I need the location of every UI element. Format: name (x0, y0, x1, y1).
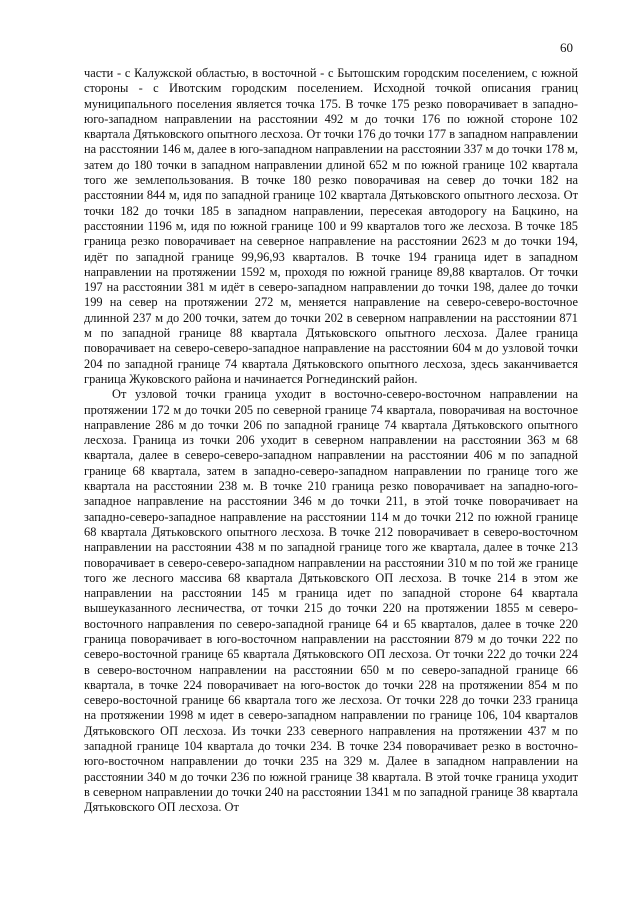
paragraph-2: От узловой точки граница уходит в восточно-северо-восточном направлении на протяжении 172 м до точки 205 по северной границе 74 квартала, поворачивая на восточное направление 286 м до точки 206 по западной границе 74 квартала Дятьковского опытного лесхоза. Граница из точки 206 уходит в северном направлении на расстоянии 363 м 68 квартала, далее в северо-северо-западном направлении на расстоянии 406 м по западной границе 68 квартала, затем в западно-северо-западном направлении по границе того же квартала на расстоянии 238 м. В точке 210 граница резко поворачивает на западно-юго-западное направление на расстоянии 346 м до точки 211, в этой точке поворачивает на западно-северо-западное направление на расстоянии 114 м до точки 212 по южной границе 68 квартала Дятьковского опытного лесхоза. В точке 212 поворачивает в северо-восточном направлении на расстоянии 438 м по западной границе того же квартала, далее в точке 213 поворачивает в северо-северо-западном направлении на расстоянии 310 м по той же границе того же лесного массива 68 квартала Дятьковского ОП лесхоза. В точке 214 в этом же направлении на расстоянии 145 м граница идет по западной стороне 64 квартала вышеуказанного лесничества, от точки 215 до точки 220 на протяжении 1855 м северо-восточного направления по северо-западной границе 64 и 65 кварталов, далее в точке 220 граница поворачивает в юго-восточном направлении на расстоянии 879 м до точки 222 по северо-восточной границе 65 квартала Дятьковского ОП лесхоза. От точки 222 до точки 224 в северо-восточном направлении на расстоянии 650 м по северо-западной границе 66 квартала, в точке 224 поворачивает на юго-восток до точки 228 на протяжении 854 м по северо-восточной границе 66 квартала того же лесхоза. От точки 228 до точки 233 граница на протяжении 1998 м идет в северо-западном направлении по границе 106, 104 кварталов Дятьковского ОП лесхоза. Из точки 233 северного направления на протяжении 437 м по западной границе 104 квартала до точки 234. В точке 234 поворачивает резко в восточно-юго-восточном направлении до точки 235 на 329 м. Далее в западном направлении на расстоянии 340 м до точки 236 по южной границе 38 квартала. В этой точке граница уходит в северном направлении до точки 240 на расстоянии 1341 м по западной границе 38 квартала Дятьковского ОП лесхоза. От (84, 387, 578, 815)
page-number: 60 (560, 40, 573, 55)
paragraph-1: части - с Калужской областью, в восточной - с Бытошским городским поселением, с южной стороны - с Ивотским городским поселением. Исходной точкой описания границ муниципального поселения является точка 175. В точке 175 резко поворачивает в западно-юго-западном направлении на расстоянии 492 м до точки 176 по южной стороне 102 квартала Дятьковского опытного лесхоза. От точки 176 до точки 177 в западном направлении на расстоянии 146 м, далее в юго-западном направлении на расстоянии 337 м до точки 178 м, затем до 180 точки в западном направлении длиной 652 м по южной границе 102 квартала того же землепользования. В точке 180 резко поворачивая на север до точки 182 на расстоянии 844 м, идя по западной границе 102 квартала Дятьковского опытного лесхоза. От точки 182 до точки 185 в западном направлении, пересекая автодорогу на Бацкино, на расстоянии 1196 м, идя по южной границе 100 и 99 кварталов того же лесхоза. В точке 185 граница резко поворачивает на северное направление на расстоянии 2623 м до точки 194, идёт по западной границе 99,96,93 кварталов. В точке 194 граница идет в западном направлении на протяжении 1592 м, проходя по южной границе 89,88 кварталов. От точки 197 на расстоянии 381 м идёт в северо-западном направлении до точки 198, далее до точки 199 на север на протяжении 272 м, меняется направление на северо-северо-восточное длинной 237 м до 200 точки, затем до точки 202 в северном направлении на расстоянии 871 м по западной границе 88 квартала Дятьковского опытного лесхоза. Далее граница поворачивает на северо-северо-западное направление на расстоянии 604 м до узловой точки 204 по западной границе 74 квартала Дятьковского опытного лесхоза, здесь заканчивается граница Жуковского района и начинается Рогнединский район. (84, 66, 578, 386)
document-body (84, 66, 578, 816)
